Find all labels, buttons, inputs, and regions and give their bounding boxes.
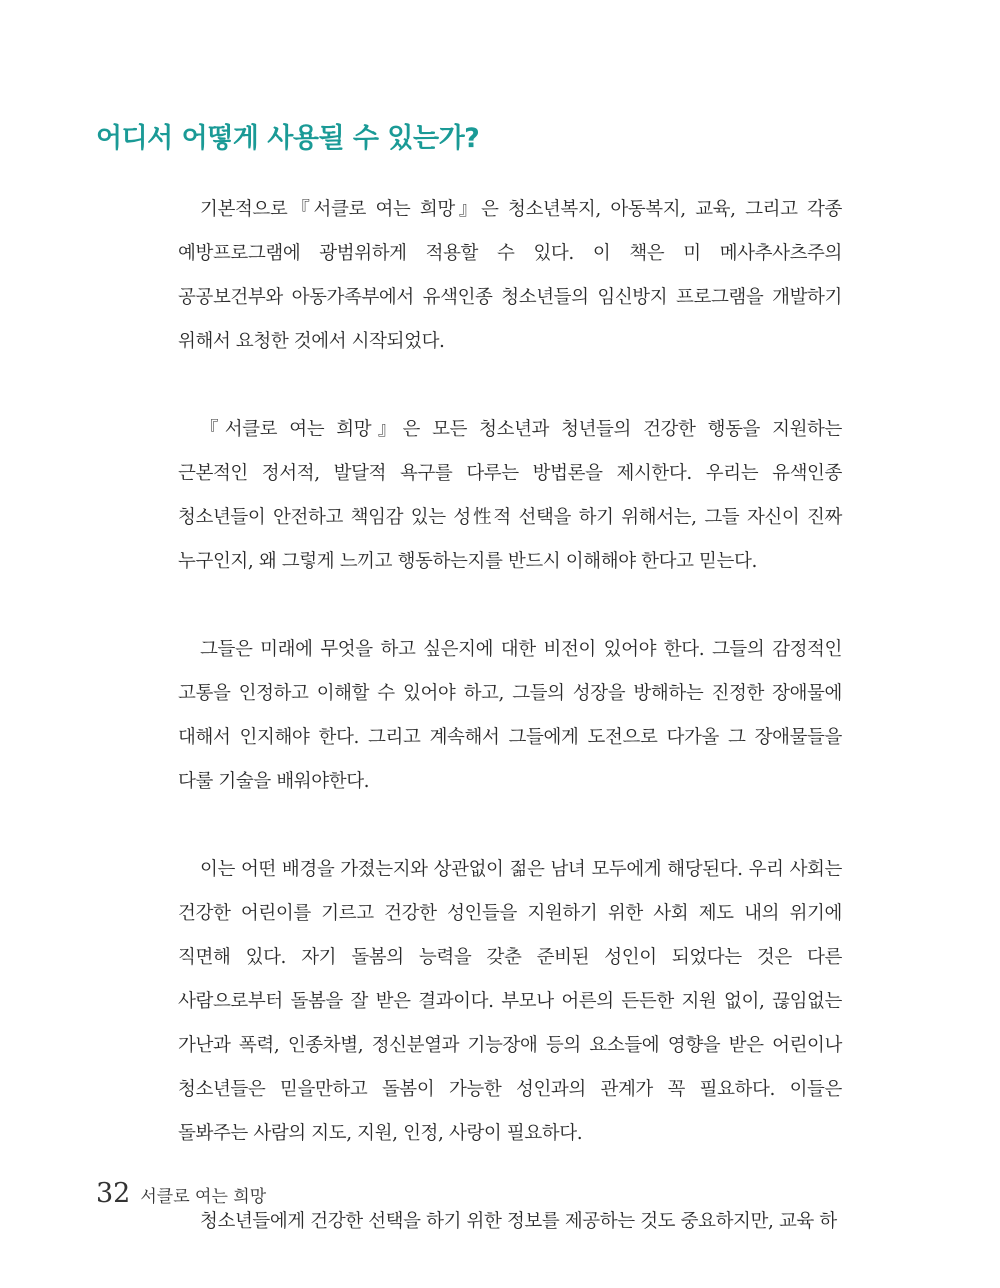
- paragraph-4: 이는 어떤 배경을 가졌는지와 상관없이 젊은 남녀 모두에게 해당된다. 우리 사회는 건강한 어린이를 기르고 건강한 성인들을 지원하기 위한 사회 제도 내의 위기에 직면해 있다. 자기 돌봄의 능력을 갖춘 준비된 성인이 되었다는 것은 다른 사람으로부터 돌봄을 잘 받은 결과이다. 부모나 어른의 든든한 지원 없이, 끊임없는 가난과 폭력, 인종차별, 정신분열과 기능장애 등의 요소들에 영향을 받은 어린이나 청소년들은 믿을만하고 돌봄이 가능한 성인과의 관계가 꼭 필요하다. 이들은 돌봐주는 사람의 지도, 지원, 인정, 사랑이 필요하다.: [178, 859, 842, 1144]
- paragraph-5: 청소년들에게 건강한 선택을 하기 위한 정보를 제공하는 것도 중요하지만, 교육 하: [200, 1211, 837, 1232]
- body-text: [178, 188, 842, 1288]
- paragraph-1: 기본적으로『서클로 여는 희망』은 청소년복지, 아동복지, 교육, 그리고 각종 예방프로그램에 광범위하게 적용할 수 있다. 이 책은 미 메사추사츠주의 공공보건부와 아동가족부에서 유색인종 청소년들의 임신방지 프로그램을 개발하기 위해서 요청한 것에서 시작되었다.: [178, 199, 842, 352]
- running-title: 서클로 여는 희망: [140, 1187, 267, 1207]
- page-number: 32: [96, 1178, 131, 1209]
- paragraph-3: 그들은 미래에 무엇을 하고 싶은지에 대한 비전이 있어야 한다. 그들의 감정적인 고통을 인정하고 이해할 수 있어야 하고, 그들의 성장을 방해하는 진정한 장애물에 대해서 인지해야 한다. 그리고 계속해서 그들에게 도전으로 다가올 그 장애물들을 다룰 기술을 배워야한다.: [178, 639, 842, 792]
- section-heading: 어디서 어떻게 사용될 수 있는가?: [96, 123, 480, 154]
- paragraph-2: 『서클로 여는 희망』은 모든 청소년과 청년들의 건강한 행동을 지원하는 근본적인 정서적, 발달적 욕구를 다루는 방법론을 제시한다. 우리는 유색인종 청소년들이 안전하고 책임감 있는 성性적 선택을 하기 위해서는, 그들 자신이 진짜 누구인지, 왜 그렇게 느끼고 행동하는지를 반드시 이해해야 한다고 믿는다.: [178, 419, 842, 572]
- page-footer: [96, 1178, 266, 1209]
